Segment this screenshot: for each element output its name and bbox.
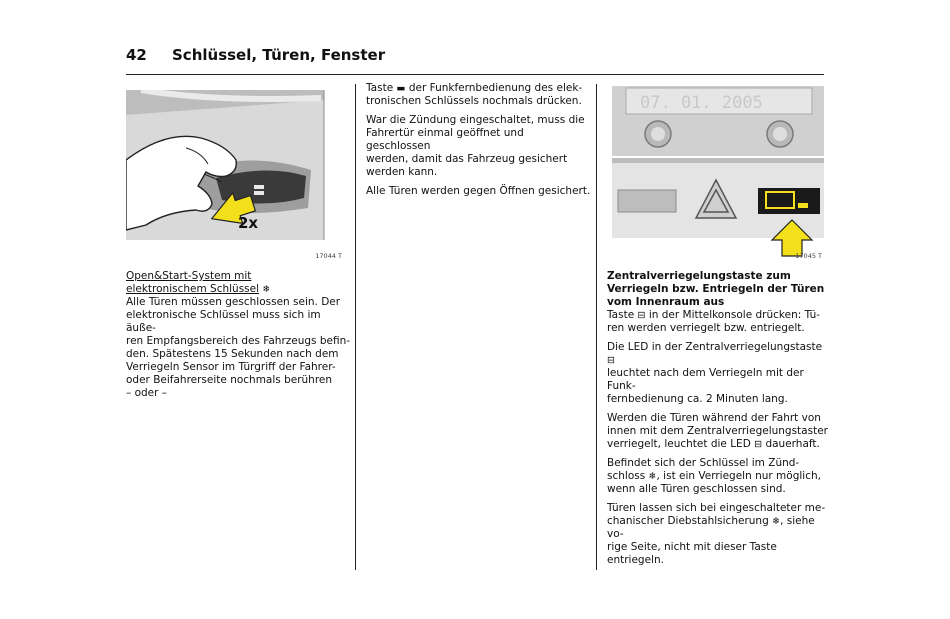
body-line: – oder – (126, 387, 168, 399)
body-line: elektronische Schlüssel muss sich im äuße- (126, 309, 321, 334)
middle-paragraph-1: Taste ▬ der Funkfernbedienung des elek- tronischen Schlüssels nochmals drücken. (366, 82, 583, 107)
section-heading-open-start (126, 270, 351, 296)
body-line: oder Beifahrerseite nochmals berühren (126, 374, 333, 386)
left-body-text (126, 296, 351, 400)
right-column (607, 270, 832, 573)
left-column (126, 270, 351, 400)
right-paragraph-5: Türen lassen sich bei eingeschalteter me- chanischer Diebstahlsicherung ❄, siehe vo- rige Seite, nicht mit dieser Taste entriegeln. (607, 502, 826, 566)
clock-display: 07. 01. 2005 (640, 93, 763, 113)
key-symbol-icon: ❄ (648, 471, 657, 482)
right-paragraph-4: Befindet sich der Schlüssel im Zünd- schloss ❄, ist ein Verriegeln nur möglich, wenn alle Türen geschlossen sind. (607, 457, 821, 495)
body-line: Verriegeln Sensor im Türgriff der Fahrer- (126, 361, 336, 373)
press-count-label: 2x (238, 214, 259, 232)
body-line: ren Empfangsbereich des Fahrzeugs befin- (126, 335, 351, 347)
column-divider-left (355, 84, 356, 570)
middle-paragraph-3: Alle Türen werden gegen Öffnen gesichert. (366, 185, 591, 197)
right-paragraph-1: Taste ⊟ in der Mittelkonsole drücken: Tü- ren werden verriegelt bzw. entriegelt. (607, 309, 821, 334)
figure-central-lock-button (612, 86, 824, 260)
page-number: 42 (126, 46, 147, 64)
figure-door-handle (126, 90, 346, 262)
page-header (126, 46, 824, 75)
lock-button-icon: ⊟ (637, 310, 646, 321)
lock-button-icon: ⊟ (607, 355, 615, 366)
middle-paragraph-2: War die Zündung eingeschaltet, muss die Fahrertür einmal geöffnet und geschlossen werden, damit das Fahrzeug gesichert werden kann. (366, 114, 585, 178)
key-symbol-icon: ❄ (262, 284, 271, 295)
body-line: den. Spätestens 15 Sekunden nach dem (126, 348, 339, 360)
column-divider-right (596, 84, 597, 570)
page-title: Schlüssel, Türen, Fenster (172, 46, 386, 64)
figure-id-left: 17044 T (315, 252, 342, 260)
lock-button-icon: ⊟ (754, 439, 763, 450)
body-line: Alle Türen müssen geschlossen sein. Der (126, 296, 341, 308)
remote-button-icon: ▬ (396, 83, 406, 94)
heading-line-1: Open&Start-System mit (126, 270, 252, 282)
heading-line-2: elektronischem Schlüssel (126, 283, 260, 295)
key-symbol-icon: ❄ (772, 516, 781, 527)
right-paragraph-2: Die LED in der Zentralverriegelungstaste ⊟ leuchtet nach dem Verriegeln mit der Funk- fernbedienung ca. 2 Minuten lang. (607, 341, 823, 405)
figure-id-right: 17045 T (795, 252, 822, 260)
middle-column (366, 82, 591, 204)
section-heading-central-lock: Zentralverriegelungstaste zum Verriegeln bzw. Entriegeln der Türen vom Innenraum aus (607, 270, 825, 308)
door-handle-illustration (126, 90, 346, 262)
console-illustration (612, 86, 824, 260)
right-paragraph-3: Werden die Türen während der Fahrt von innen mit dem Zentralverriegelungstaster verriegelt, leuchtet die LED ⊟ dauerhaft. (607, 412, 828, 450)
